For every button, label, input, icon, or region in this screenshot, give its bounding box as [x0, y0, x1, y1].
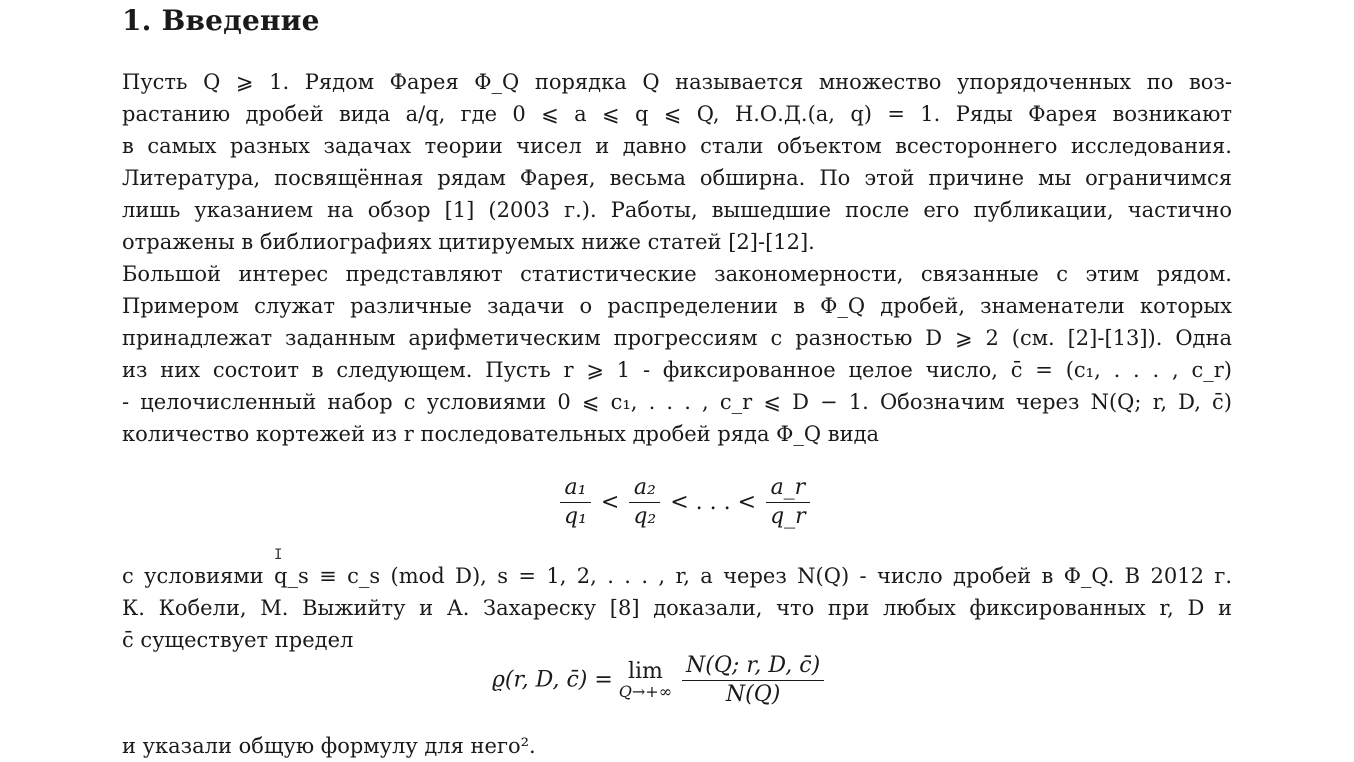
less-than-sign: < — [600, 489, 620, 515]
paragraph-2-line: количество кортежей из r последовательных дробей ряда Φ_Q вида — [122, 422, 880, 446]
paragraph-1-line: лишь указанием на обзор [1] (2003 г.). Работы, вышедшие после его публикации, частично — [122, 198, 1232, 222]
paragraph-1-line: отражены в библиографиях цитируемых ниже статей [2]-[12]. — [122, 230, 815, 254]
less-than-ellipsis: < . . . < — [670, 489, 757, 515]
paragraph-4-line: и указали общую формулу для него². — [122, 734, 536, 758]
paragraph-2-line: - целочисленный набор с условиями 0 ⩽ c₁, . . . , c_r ⩽ D − 1. Обозначим через N(Q; r, D, c̄) — [122, 390, 1232, 414]
rho-lhs: ϱ(r, D, c̄) = — [492, 667, 613, 693]
limit-operator: lim Q→+∞ — [618, 658, 673, 701]
paragraph-2-line: из них состоит в следующем. Пусть r ⩾ 1 - фиксированное целое число, c̄ = (c₁, . . . , c_r) — [122, 358, 1232, 382]
paragraph-2-line: принадлежат заданным арифметическим прогрессиям с разностью D ⩾ 2 (см. [2]-[13]). Одна — [122, 326, 1232, 350]
fraction-chain-formula — [556, 474, 814, 531]
limit-fraction: $\frac{N(Q; r, D, c̄)}{N(Q)}$ — [682, 652, 824, 709]
paragraph-3-line: К. Кобели, М. Выжийту и А. Захареску [8] доказали, что при любых фиксированных r, D и — [122, 596, 1232, 620]
paragraph-2-line: Примером служат различные задачи о распределении в Φ_Q дробей, знаменатели которых — [122, 294, 1232, 318]
section-heading: 1. Введение — [122, 4, 320, 37]
paragraph-3-line: с условиями q_s ≡ c_s (mod D), s = 1, 2, . . . , r, а через N(Q) - число дробей в Φ_Q. В 2012 г. — [122, 564, 1232, 588]
limit-formula — [492, 652, 828, 709]
fraction-1: $\frac{\text{a₁}}{\text{q₁}}$ — [560, 474, 591, 531]
paragraph-2-line: Большой интерес представляют статистические закономерности, связанные с этим рядом. — [122, 262, 1232, 286]
paragraph-1-line: растанию дробей вида a/q, где 0 ⩽ a ⩽ q ⩽ Q, Н.О.Д.(a, q) = 1. Ряды Фарея возникают — [122, 102, 1232, 126]
fraction-r: $\frac{a\_r}{q\_r}$ — [766, 474, 810, 531]
paragraph-1-line: в самых разных задачах теории чисел и давно стали объектом всестороннего исследования. — [122, 134, 1232, 158]
fraction-2: $\frac{\text{a₂}}{\text{q₂}}$ — [629, 474, 660, 531]
paragraph-3-line: c̄ существует предел — [122, 628, 354, 652]
text-cursor-icon: I — [274, 547, 283, 563]
paragraph-1-line: Пусть Q ⩾ 1. Рядом Фарея Φ_Q порядка Q называется множество упорядоченных по воз- — [122, 70, 1232, 94]
paragraph-1-line: Литература, посвящённая рядам Фарея, весьма обширна. По этой причине мы ограничимся — [122, 166, 1232, 190]
